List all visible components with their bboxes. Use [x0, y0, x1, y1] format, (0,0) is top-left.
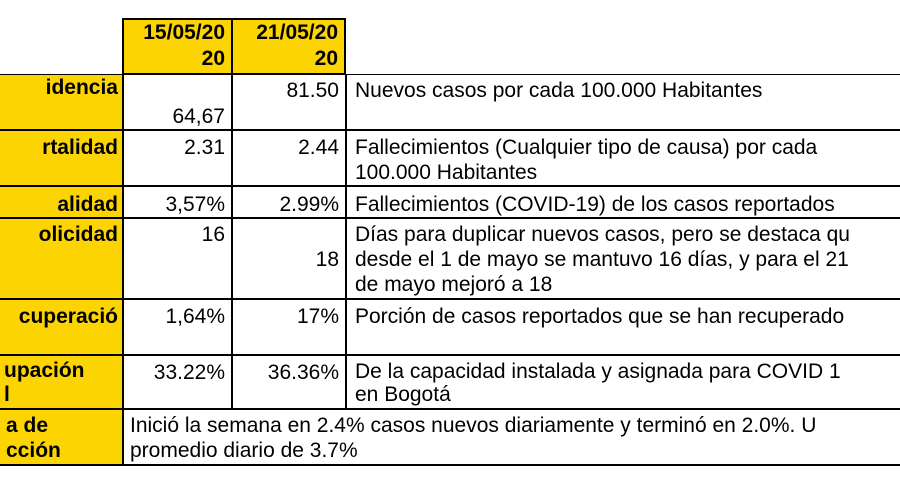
row-value-2: 81.50	[232, 74, 346, 130]
row-value-2: 18	[232, 218, 346, 299]
row-value-1: 3,57%	[122, 186, 232, 218]
row-value-1: 64,67	[122, 74, 232, 130]
row-value-2: 2.99%	[232, 186, 346, 218]
row-value-1: 16	[122, 218, 232, 299]
row-description: Nuevos casos por cada 100.000 Habitantes	[346, 74, 900, 130]
row-label-tasa-de-infeccion: a de cción	[0, 409, 122, 466]
row-description: Días para duplicar nuevos casos, pero se destaca qu desde el 1 de mayo se mantuvo 16 días, y para el 21 de mayo mejoró a 18	[346, 218, 900, 299]
row-description: Porción de casos reportados que se han recuperado	[346, 299, 900, 355]
header-date-2: 21/05/20 20	[232, 18, 346, 74]
row-label-letalidad: alidad	[0, 186, 122, 218]
row-description: Fallecimientos (COVID-19) de los casos reportados	[346, 186, 900, 218]
row-value-2: 36.36%	[232, 355, 346, 409]
header-date-1: 15/05/20 20	[122, 18, 232, 74]
row-value-1: 1,64%	[122, 299, 232, 355]
row-value-2: 2.44	[232, 130, 346, 186]
row-value-2: 17%	[232, 299, 346, 355]
row-value-1: 33.22%	[122, 355, 232, 409]
row-label-recuperacion: cuperació	[0, 299, 122, 355]
row-label-duplicidad: olicidad	[0, 218, 122, 299]
row-description: Fallecimientos (Cualquier tipo de causa) por cada 100.000 Habitantes	[346, 130, 900, 186]
row-label-ocupacion: upación l	[0, 355, 122, 409]
row-merged-description: Inició la semana en 2.4% casos nuevos diariamente y terminó en 2.0%. U promedio diario de 3.7%	[122, 409, 900, 466]
row-label-incidencia: idencia	[0, 74, 122, 130]
row-label-mortalidad: rtalidad	[0, 130, 122, 186]
row-value-1: 2.31	[122, 130, 232, 186]
row-description: De la capacidad instalada y asignada para COVID 1 en Bogotá	[346, 355, 900, 409]
